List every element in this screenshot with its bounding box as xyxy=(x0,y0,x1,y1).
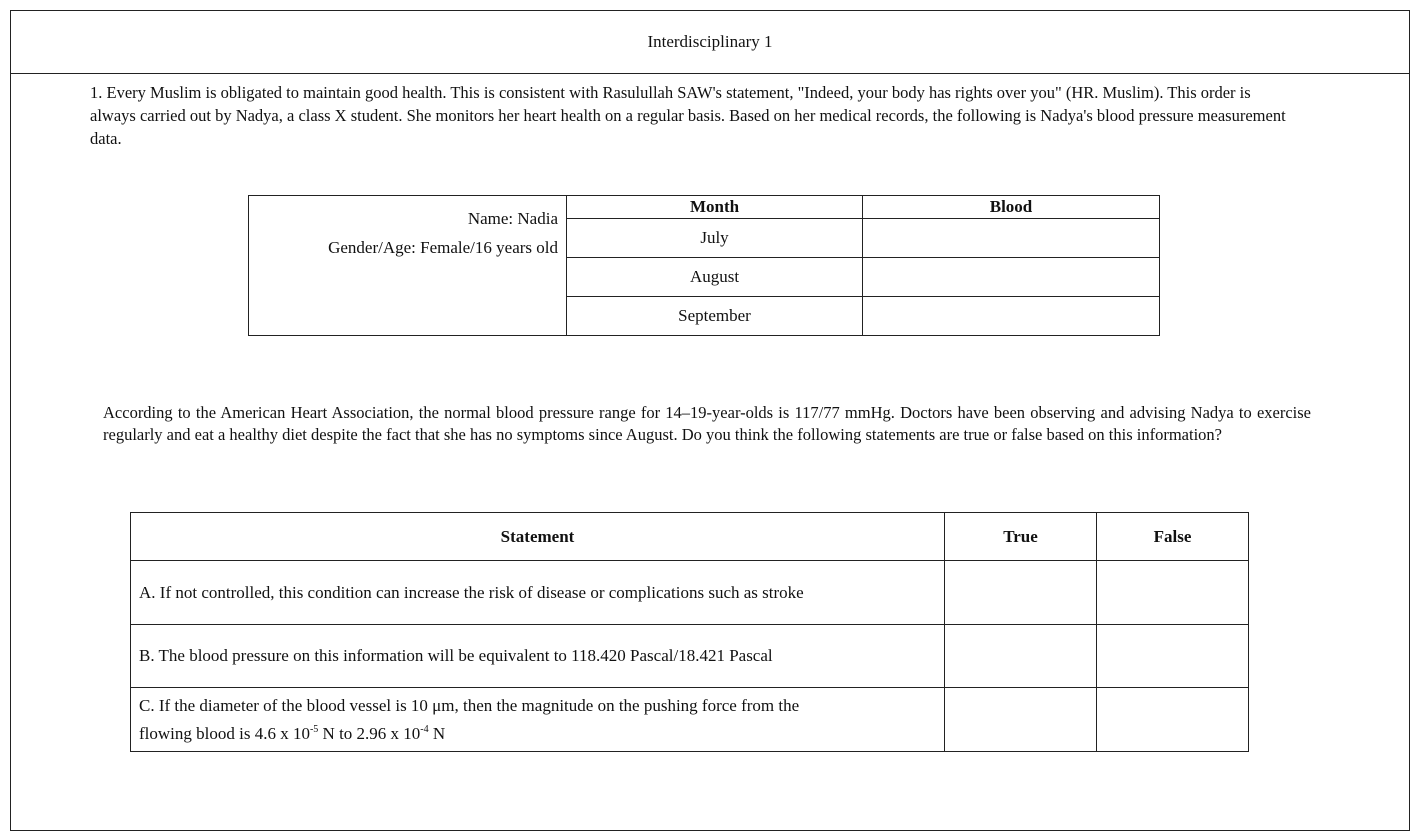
true-answer-cell[interactable] xyxy=(945,625,1097,688)
formula-part: flowing blood is 4.6 x 10 xyxy=(139,723,310,743)
month-column-header: Month xyxy=(567,196,863,219)
page-title: Interdisciplinary 1 xyxy=(647,32,773,51)
statement-text xyxy=(131,688,945,752)
exponent: -4 xyxy=(420,723,429,735)
statement-row-c xyxy=(131,688,1249,752)
statement-text: A. If not controlled, this condition can increase the risk of disease or complications such as stroke xyxy=(131,561,945,625)
false-answer-cell[interactable] xyxy=(1097,688,1249,752)
exponent: -5 xyxy=(309,723,319,735)
question-context: According to the American Heart Association, the normal blood pressure range for 14–19-year-olds is 117/77 mmHg. Doctors have been observing and advising Nadya to exercise regularly and eat a healthy diet despite the fact that she has no symptoms since August. Do you think the following statements are true or false based on this information? xyxy=(103,403,1311,444)
true-column-header: True xyxy=(945,513,1097,561)
true-answer-cell[interactable] xyxy=(945,561,1097,625)
false-column-header: False xyxy=(1097,513,1249,561)
patient-gender-age: Gender/Age: Female/16 years old xyxy=(328,238,558,257)
patient-info-cell xyxy=(249,196,567,336)
header-bar xyxy=(11,11,1409,74)
formula-part: N xyxy=(428,723,446,743)
blood-cell xyxy=(863,297,1160,336)
statements-header-row xyxy=(131,513,1249,561)
statement-column-header: Statement xyxy=(131,513,945,561)
month-cell: August xyxy=(567,258,863,297)
month-cell: September xyxy=(567,297,863,336)
statements-table xyxy=(130,512,1249,752)
statement-row-a xyxy=(131,561,1249,625)
statement-text: B. The blood pressure on this information will be equivalent to 118.420 Pascal/18.421 Pascal xyxy=(131,625,945,688)
blood-column-header: Blood xyxy=(863,196,1160,219)
blood-pressure-table xyxy=(248,195,1160,336)
statement-c-line2 xyxy=(139,720,936,748)
blood-cell xyxy=(863,219,1160,258)
statement-row-b xyxy=(131,625,1249,688)
patient-name: Name: Nadia xyxy=(467,209,558,228)
question-intro: 1. Every Muslim is obligated to maintain good health. This is consistent with Rasulullah SAW's statement, "Indeed, your body has rights over you" (HR. Muslim). This order is always carried out by Nadya, a class X student. She monitors her heart health on a regular basis. Based on her medical records, the following is Nadya's blood pressure measurement data. xyxy=(90,83,1286,148)
formula-part: N to 2.96 x 10 xyxy=(318,723,421,743)
blood-cell xyxy=(863,258,1160,297)
table-header-row xyxy=(249,196,1160,219)
statement-c-line1: C. If the diameter of the blood vessel is 10 μm, then the magnitude on the pushing force from the xyxy=(139,695,800,715)
false-answer-cell[interactable] xyxy=(1097,625,1249,688)
month-cell: July xyxy=(567,219,863,258)
false-answer-cell[interactable] xyxy=(1097,561,1249,625)
true-answer-cell[interactable] xyxy=(945,688,1097,752)
